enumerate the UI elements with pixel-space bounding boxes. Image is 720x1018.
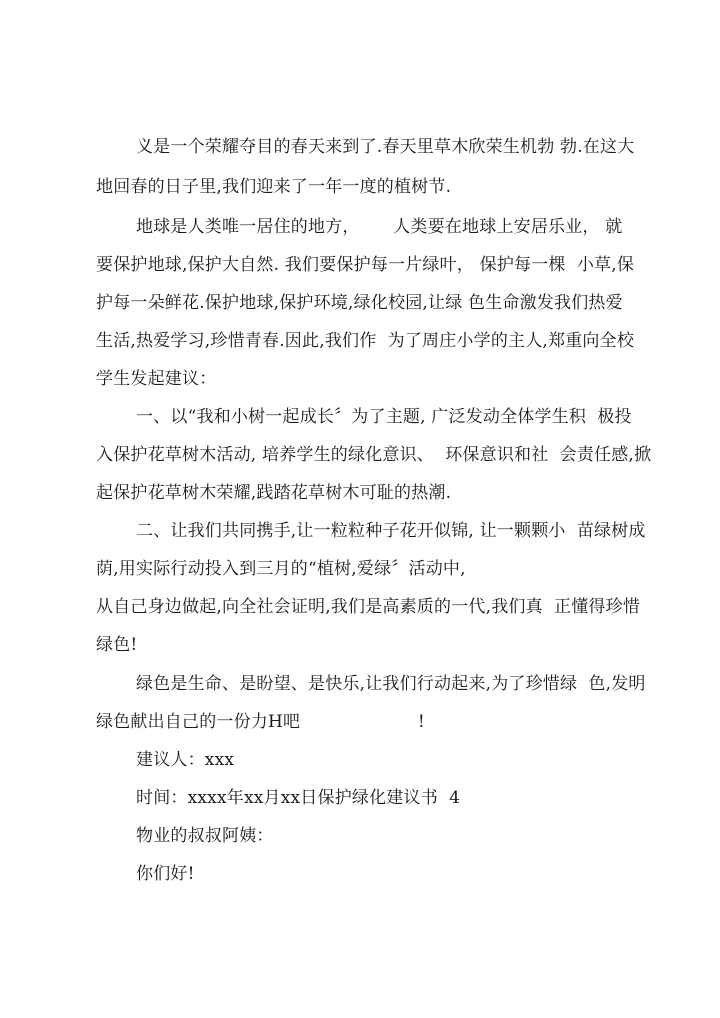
text-line-17: 建议人：xxx (136, 750, 235, 770)
text-line-3: 地球是人类唯一居住的地方， 人类要在地球上安居乐业， 就 (136, 217, 623, 237)
text-line-4: 要保护地球,保护大自然. 我们要保护每一片绿叶， 保护每一棵 小草,保 (96, 255, 635, 275)
text-line-8: 一、以“我和小树一起成长〞为了主题, 广泛发动全体学生积 极投 (136, 407, 632, 427)
text-line-13: 从自己身边做起,向全社会证明,我们是高素质的一代,我们真 正懂得珍惜 (96, 597, 641, 617)
text-line-19: 物业的叔叔阿姨： (136, 826, 274, 846)
text-line-16: 绿色献出自己的一份力H吧 ! (96, 712, 425, 732)
text-line-7: 学生发起建议： (96, 369, 217, 389)
text-line-10: 起保护花草树木荣耀,践踏花草树木可耻的热潮. (96, 483, 452, 503)
text-line-11: 二、让我们共同携手,让一粒粒种子花开似锦, 让一颗颗小 苗绿树成 (136, 521, 646, 541)
text-line-14: 绿色! (96, 635, 138, 655)
text-line-2: 地回春的日子里,我们迎来了一年一度的植树节. (96, 177, 452, 197)
text-line-18: 时间：xxxx年xx月xx日保护绿化建议书 4 (136, 788, 461, 808)
text-line-15: 绿色是生命、是盼望、是快乐,让我们行动起来,为了珍惜绿 色,发明 (136, 674, 646, 694)
text-line-12: 荫,用实际行动投入到三月的“植树,爱绿〞活动中, (96, 559, 466, 579)
text-line-1: 义是一个荣耀夺目的春天来到了.春天里草木欣荣生机勃 勃.在这大 (136, 137, 635, 157)
text-line-20: 你们好! (136, 864, 195, 884)
text-line-9: 入保护花草树木活动, 培养学生的绿化意识、 环保意识和社 会责任感,掀 (96, 445, 652, 465)
text-line-6: 生活,热爱学习,珍惜青春.因此,我们作 为了周庄小学的主人,郑重向全校 (96, 331, 635, 351)
text-line-5: 护每一朵鲜花.保护地球,保护环境,绿化校园,让绿 色生命激发我们热爱 (96, 293, 623, 313)
